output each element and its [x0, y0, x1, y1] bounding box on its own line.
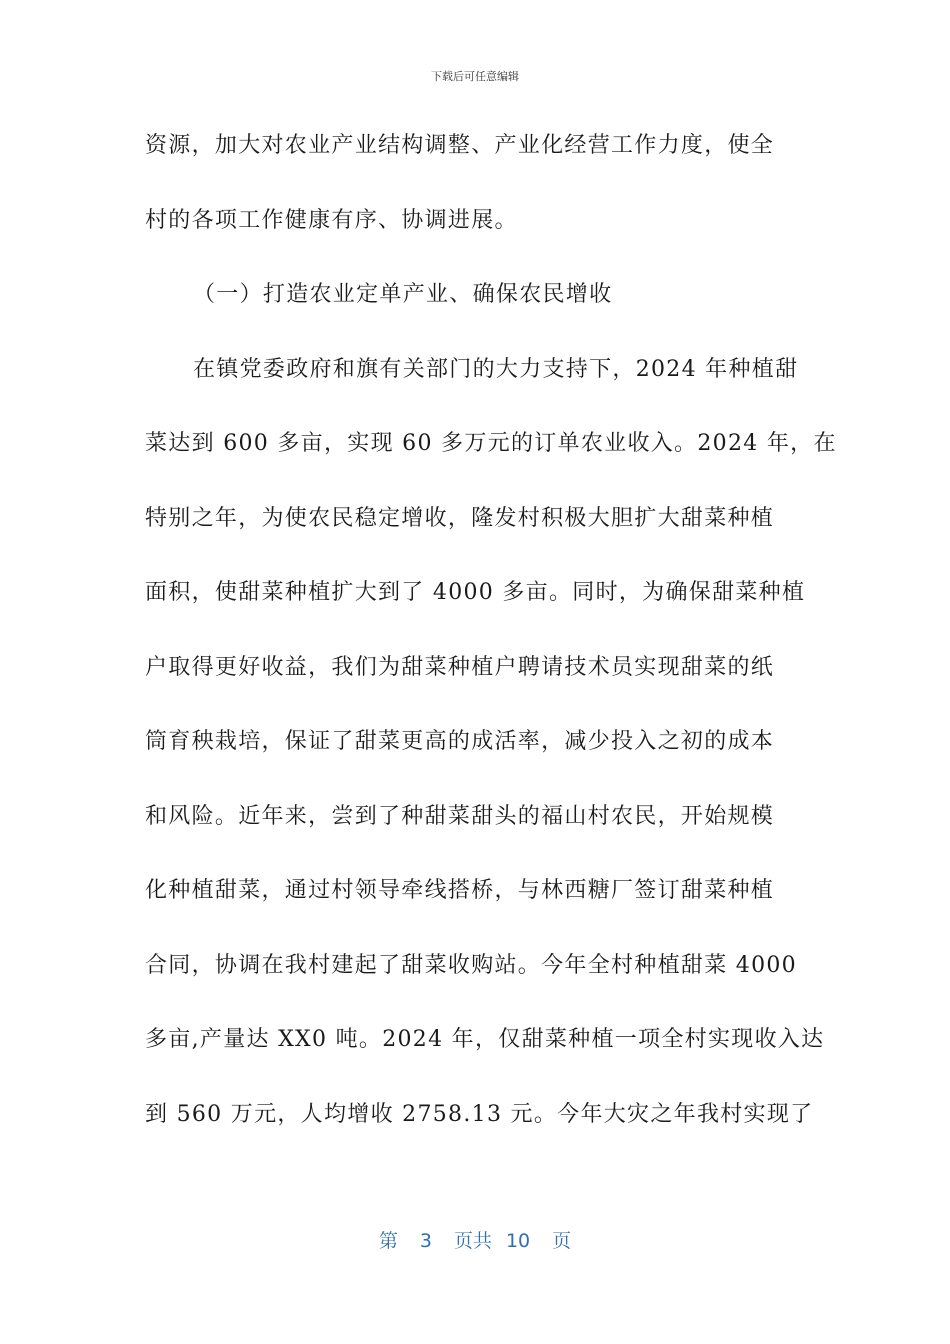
- text-line: 多亩,产量达 XX0 吨。2024 年，仅甜菜种植一项全村实现收入达: [145, 1027, 825, 1052]
- header-note: 下载后可任意编辑: [431, 70, 519, 83]
- text-line: 筒育秧栽培，保证了甜菜更高的成活率，减少投入之初的成本: [145, 729, 775, 754]
- footer-prefix: 第: [378, 1230, 398, 1252]
- footer-total-pages: 10: [505, 1230, 531, 1252]
- text-line: 特别之年，为使农民稳定增收，隆发村积极大胆扩大甜菜种植: [145, 505, 775, 531]
- text-line: 和风险。近年来，尝到了种甜菜甜头的福山村农民，开始规模: [145, 803, 775, 829]
- paragraph-start: 在镇党委政府和旗有关部门的大力支持下，2024 年种植甜: [193, 356, 799, 382]
- text-line: 户取得更好收益，我们为甜菜种植户聘请技术员实现甜菜的纸: [145, 654, 775, 680]
- footer-suffix: 页: [552, 1230, 572, 1252]
- section-heading: （一）打造农业定单产业、确保农民增收: [193, 282, 613, 307]
- text-line: 化种植甜菜，通过村领导牵线搭桥，与林西糖厂签订甜菜种植: [145, 878, 775, 903]
- text-line: 菜达到 600 多亩，实现 60 多万元的订单农业收入。2024 年，在: [145, 431, 837, 456]
- text-line: 资源，加大对农业产业结构调整、产业化经营工作力度，使全: [145, 133, 775, 158]
- page-footer: [0, 1226, 950, 1253]
- footer-middle: 页共: [453, 1230, 492, 1252]
- text-line: 面积，使甜菜种植扩大到了 4000 多亩。同时，为确保甜菜种植: [145, 580, 806, 605]
- text-line: 村的各项工作健康有序、协调进展。: [145, 207, 518, 233]
- document-body: [145, 124, 837, 1167]
- text-line: 合同，协调在我村建起了甜菜收购站。今年全村种植甜菜 4000: [145, 952, 797, 978]
- text-line: 到 560 万元，人均增收 2758.13 元。今年大灾之年我村实现了: [145, 1101, 814, 1127]
- footer-page-number: 3: [419, 1230, 432, 1252]
